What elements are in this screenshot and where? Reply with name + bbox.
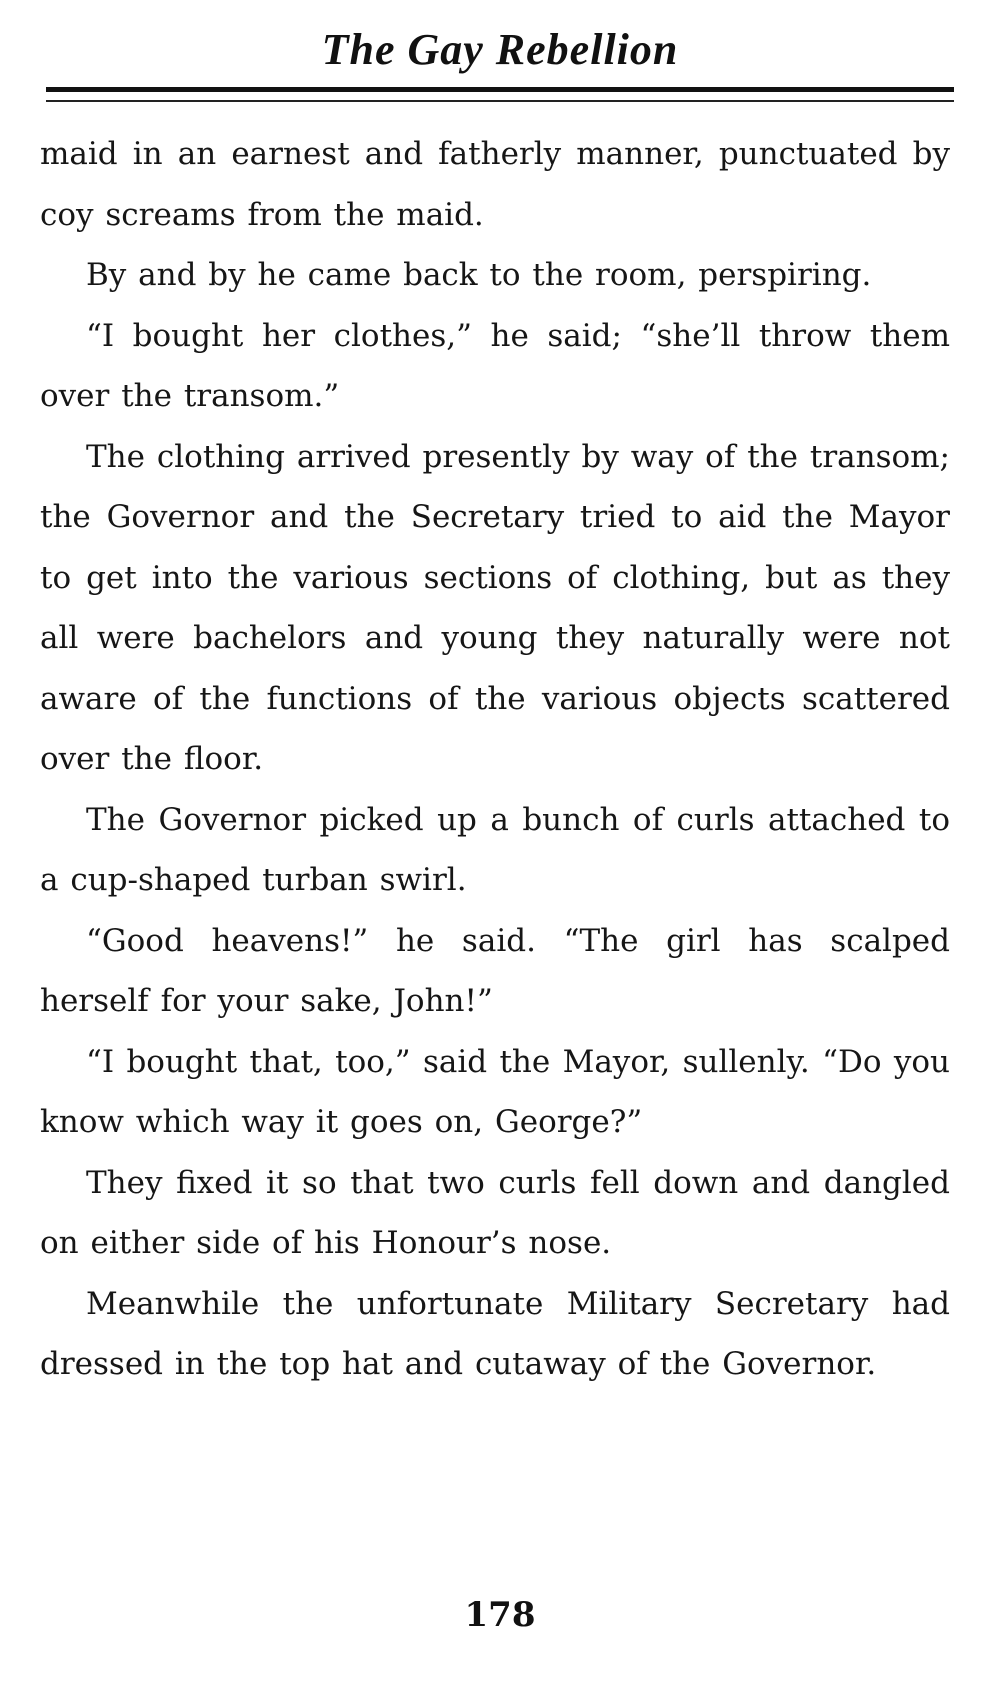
paragraph: Meanwhile the unfortunate Military Secretary had dressed in the top hat and cutaway of the Governor. [40,1285,950,1382]
paragraph: The clothing arrived presently by way of the transom; the Governor and the Secretary tried to aid the Mayor to get into the various sections of clothing, but as they all were bachelors and young they naturally were not aware of the functions of the various objects scattered over the floor. [40,438,950,777]
paragraph: They fixed it so that two curls fell down and dangled on either side of his Honour’s nose. [40,1164,950,1261]
running-head: The Gay Rebellion [321,25,679,74]
paragraph: The Governor picked up a bunch of curls attached to a cup-shaped turban swirl. [40,801,950,898]
paragraph: “I bought that, too,” said the Mayor, sullenly. “Do you know which way it goes on, George?” [40,1043,950,1140]
header-rule-thin [46,100,954,102]
body-text [40,124,950,1395]
page-number: 178 [464,1595,536,1635]
paragraph: maid in an earnest and fatherly manner, punctuated by coy screams from the maid. [40,136,950,233]
header-rule-thick [46,87,954,92]
paragraph: “I bought her clothes,” he said; “she’ll throw them over the transom.” [40,317,950,414]
paragraph: By and by he came back to the room, perspiring. [86,257,872,293]
paragraph: “Good heavens!” he said. “The girl has scalped herself for your sake, John!” [40,922,950,1019]
